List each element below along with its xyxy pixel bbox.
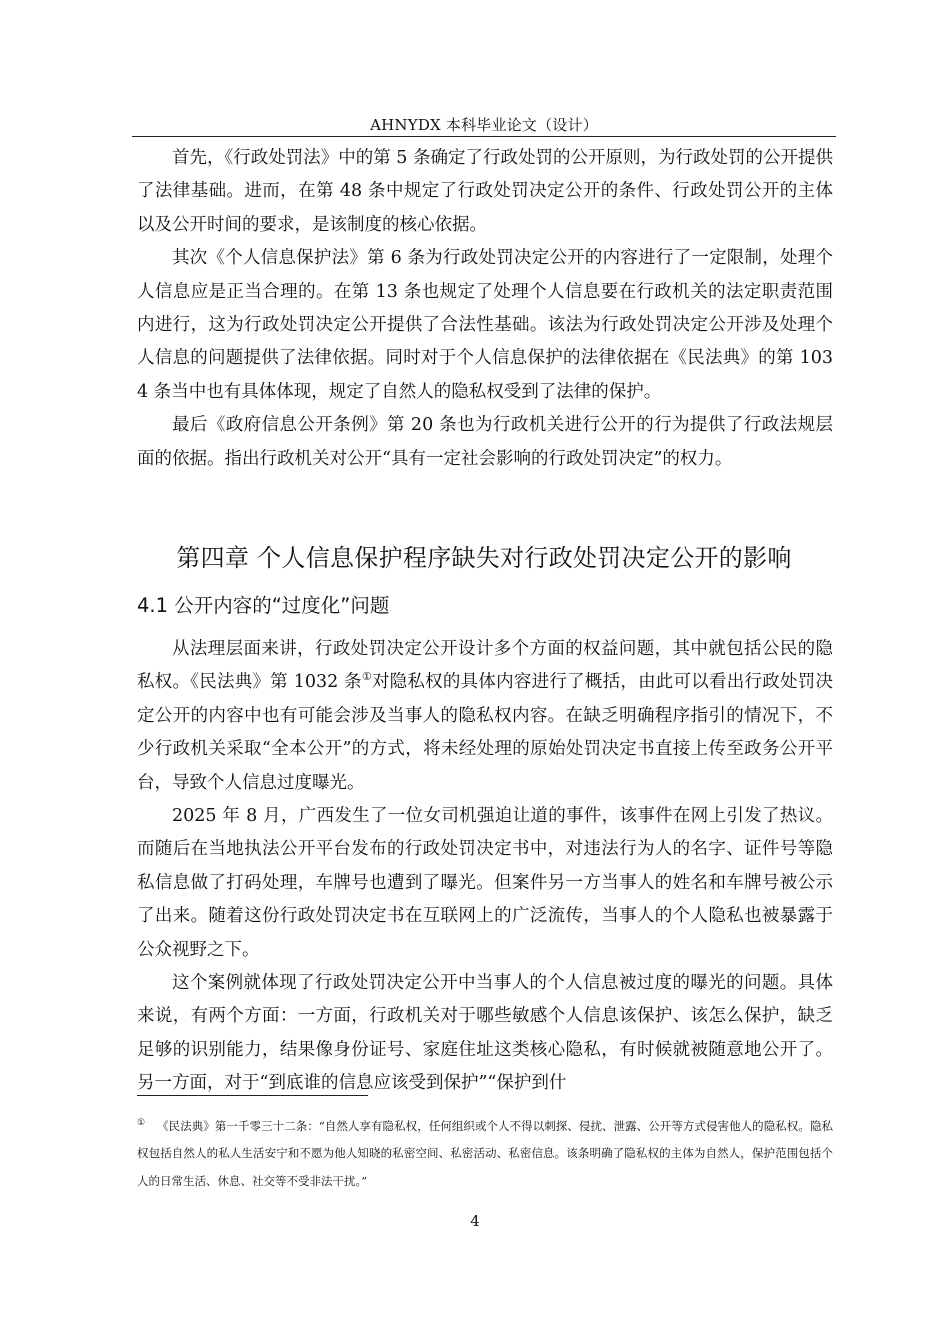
paragraph-2: 其次《个人信息保护法》第 6 条为行政处罚决定公开的内容进行了一定限制，处理个人信息应是正当合理的。在第 13 条也规定了处理个人信息要在行政机关的法定职责范围内进行，这为行政处罚决定公开提供了合法性基础。该法为行政处罚决定公开涉及处理个人信息的问题提供了法律依据。同时对于个人信息保护的法律依据在《民法典》的第 1034 条当中也有具体体现，规定了自然人的隐私权受到了法律的保护。 <box>137 248 833 402</box>
paragraph-5: 2025 年 8 月，广西发生了一位女司机强迫让道的事件，该事件在网上引发了热议。而随后在当地执法公开平台发布的行政处罚决定书中，对违法行为人的名字、证件号等隐私信息做了打码处理，车牌号也遭到了曝光。但案件另一方当事人的姓名和车牌号被公示了出来。随着这份行政处罚决定书在互联网上的广泛流传，当事人的个人隐私也被暴露于公众视野之下。 <box>137 806 833 960</box>
footnote-rule <box>137 1095 368 1096</box>
section-title: 4.1 公开内容的“过度化”问题 <box>137 594 390 617</box>
page-number: 4 <box>470 1212 480 1230</box>
footnote-text: 《民法典》第一千零三十二条：“自然人享有隐私权，任何组织或个人不得以刺探、侵扰、泄露、公开等方式侵害他人的隐私权。隐私权包括自然人的私人生活安宁和不愿为他人知晓的私密空间、私密活动、私密信息。该条明确了隐私权的主体为自然人，保护范围包括个人的日常生活、休息、社交等不受非法干扰。” <box>137 1118 833 1188</box>
body-text-bottom <box>137 633 833 1101</box>
footnote-mark: ① <box>137 1118 146 1128</box>
footnote <box>137 1110 833 1195</box>
chapter-heading-wrap <box>132 538 836 573</box>
paragraph-4-part-1: 从法理层面来讲，行政处罚决定公开设计多个方面的权益问题，其中就包括公民的隐私权。《民法典》第 1032 条 <box>137 639 833 693</box>
running-header: AHNYDX 本科毕业论文（设计） <box>370 116 598 134</box>
chapter-title: 第四章 个人信息保护程序缺失对行政处罚决定公开的影响 <box>176 544 792 572</box>
body-text-top <box>137 142 833 476</box>
section-heading-wrap <box>137 590 833 618</box>
paragraph-1: 首先，《行政处罚法》中的第 5 条确定了行政处罚的公开原则，为行政处罚的公开提供了法律基础。进而，在第 48 条中规定了行政处罚决定公开的条件、行政处罚公开的主体以及公开时间的要求，是该制度的核心依据。 <box>137 148 834 235</box>
footnote-reference[interactable]: ① <box>361 670 372 684</box>
paragraph-6: 这个案例就体现了行政处罚决定公开中当事人的个人信息被过度的曝光的问题。具体来说，有两个方面：一方面，行政机关对于哪些敏感个人信息该保护、该怎么保护，缺乏足够的识别能力，结果像身份证号、家庭住址这类核心隐私，有时候就被随意地公开了。另一方面，对于“到底谁的信息应该受到保护”“保护到什 <box>137 973 833 1094</box>
paragraph-4-part-2: 对隐私权的具体内容进行了概括，由此可以看出行政处罚决定公开的内容中也有可能会涉及当事人的隐私权内容。在缺乏明确程序指引的情况下，不少行政机关采取“全本公开”的方式，将未经处理的原始处罚决定书直接上传至政务公开平台，导致个人信息过度曝光。 <box>137 672 833 793</box>
paragraph-3: 最后《政府信息公开条例》第 20 条也为行政机关进行公开的行为提供了行政法规层面的依据。指出行政机关对公开“具有一定社会影响的行政处罚决定”的权力。 <box>137 415 833 469</box>
paragraph-4 <box>137 633 833 800</box>
header-rule <box>132 136 836 137</box>
